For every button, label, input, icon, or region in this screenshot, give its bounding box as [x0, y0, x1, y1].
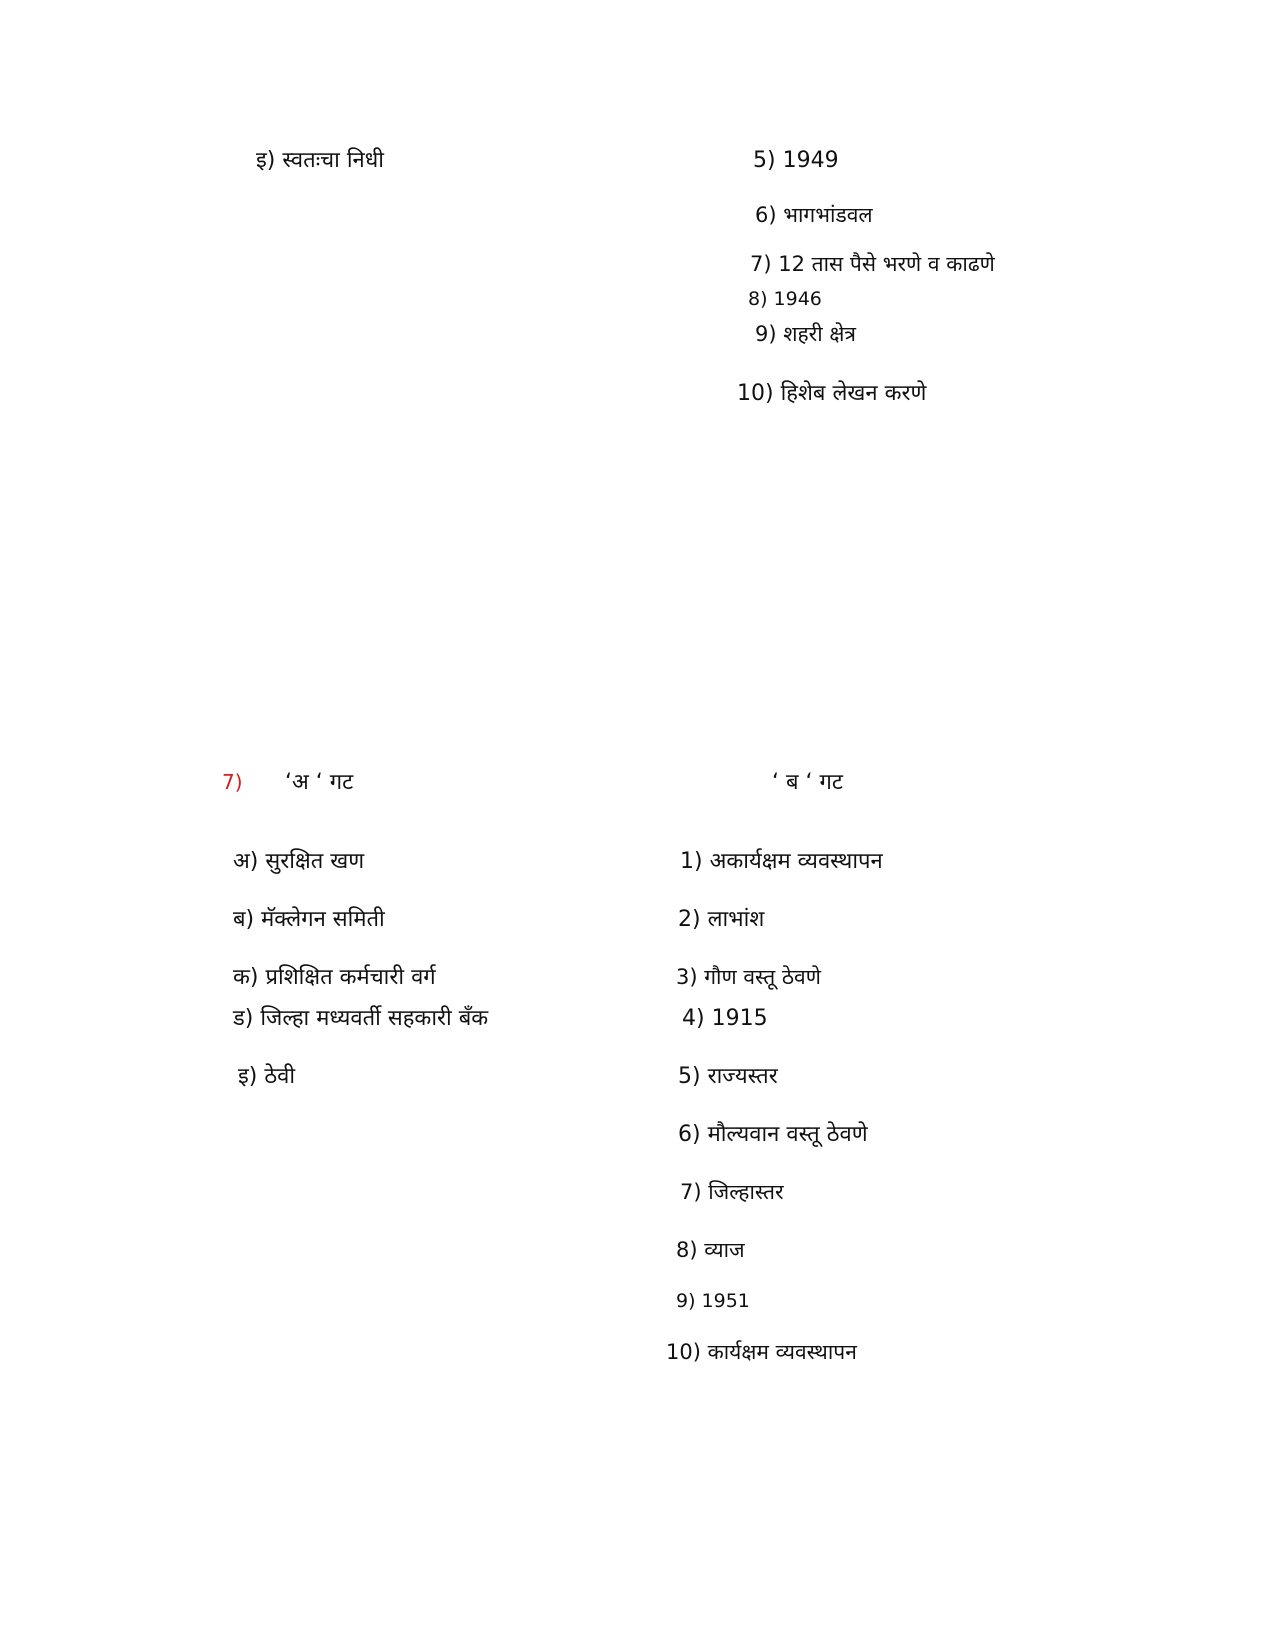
top-right-item-8: 8) 1946: [748, 288, 822, 310]
top-left-item-i: इ) स्वतःचा निधी: [256, 148, 384, 173]
group-b-item: 4) 1915: [682, 1006, 768, 1031]
top-right-item-6: 6) भागभांडवल: [755, 203, 873, 227]
top-right-item-5: 5) 1949: [753, 148, 839, 173]
group-a-item: ब) मॅक्लेगन समिती: [233, 907, 385, 932]
group-b-title: ‘ ब ‘ गट: [772, 770, 844, 795]
group-b-item: 6) मौल्यवान वस्तू ठेवणे: [678, 1122, 868, 1147]
group-a-item: क) प्रशिक्षित कर्मचारी वर्ग: [233, 965, 436, 990]
top-right-item-7: 7) 12 तास पैसे भरणे व काढणे: [750, 252, 995, 276]
group-b-item: 8) व्याज: [676, 1238, 745, 1262]
group-b-item: 9) 1951: [676, 1290, 750, 1312]
group-b-item: 3) गौण वस्तू ठेवणे: [676, 965, 821, 989]
group-a-item: ड) जिल्हा मध्यवर्ती सहकारी बँक: [233, 1006, 489, 1031]
group-a-item: इ) ठेवी: [238, 1064, 296, 1089]
group-b-item: 2) लाभांश: [678, 907, 765, 932]
top-right-item-10: 10) हिशेब लेखन करणे: [737, 381, 927, 406]
question-number: 7): [222, 770, 243, 794]
group-b-item: 1) अकार्यक्षम व्यवस्थापन: [680, 849, 883, 874]
group-b-item: 10) कार्यक्षम व्यवस्थापन: [666, 1340, 857, 1364]
top-right-item-9: 9) शहरी क्षेत्र: [755, 322, 857, 346]
group-a-title: ‘अ ‘ गट: [285, 770, 354, 795]
group-a-item: अ) सुरक्षित खण: [233, 849, 365, 874]
group-b-item: 5) राज्यस्तर: [678, 1064, 778, 1089]
group-b-item: 7) जिल्हास्तर: [680, 1180, 784, 1204]
